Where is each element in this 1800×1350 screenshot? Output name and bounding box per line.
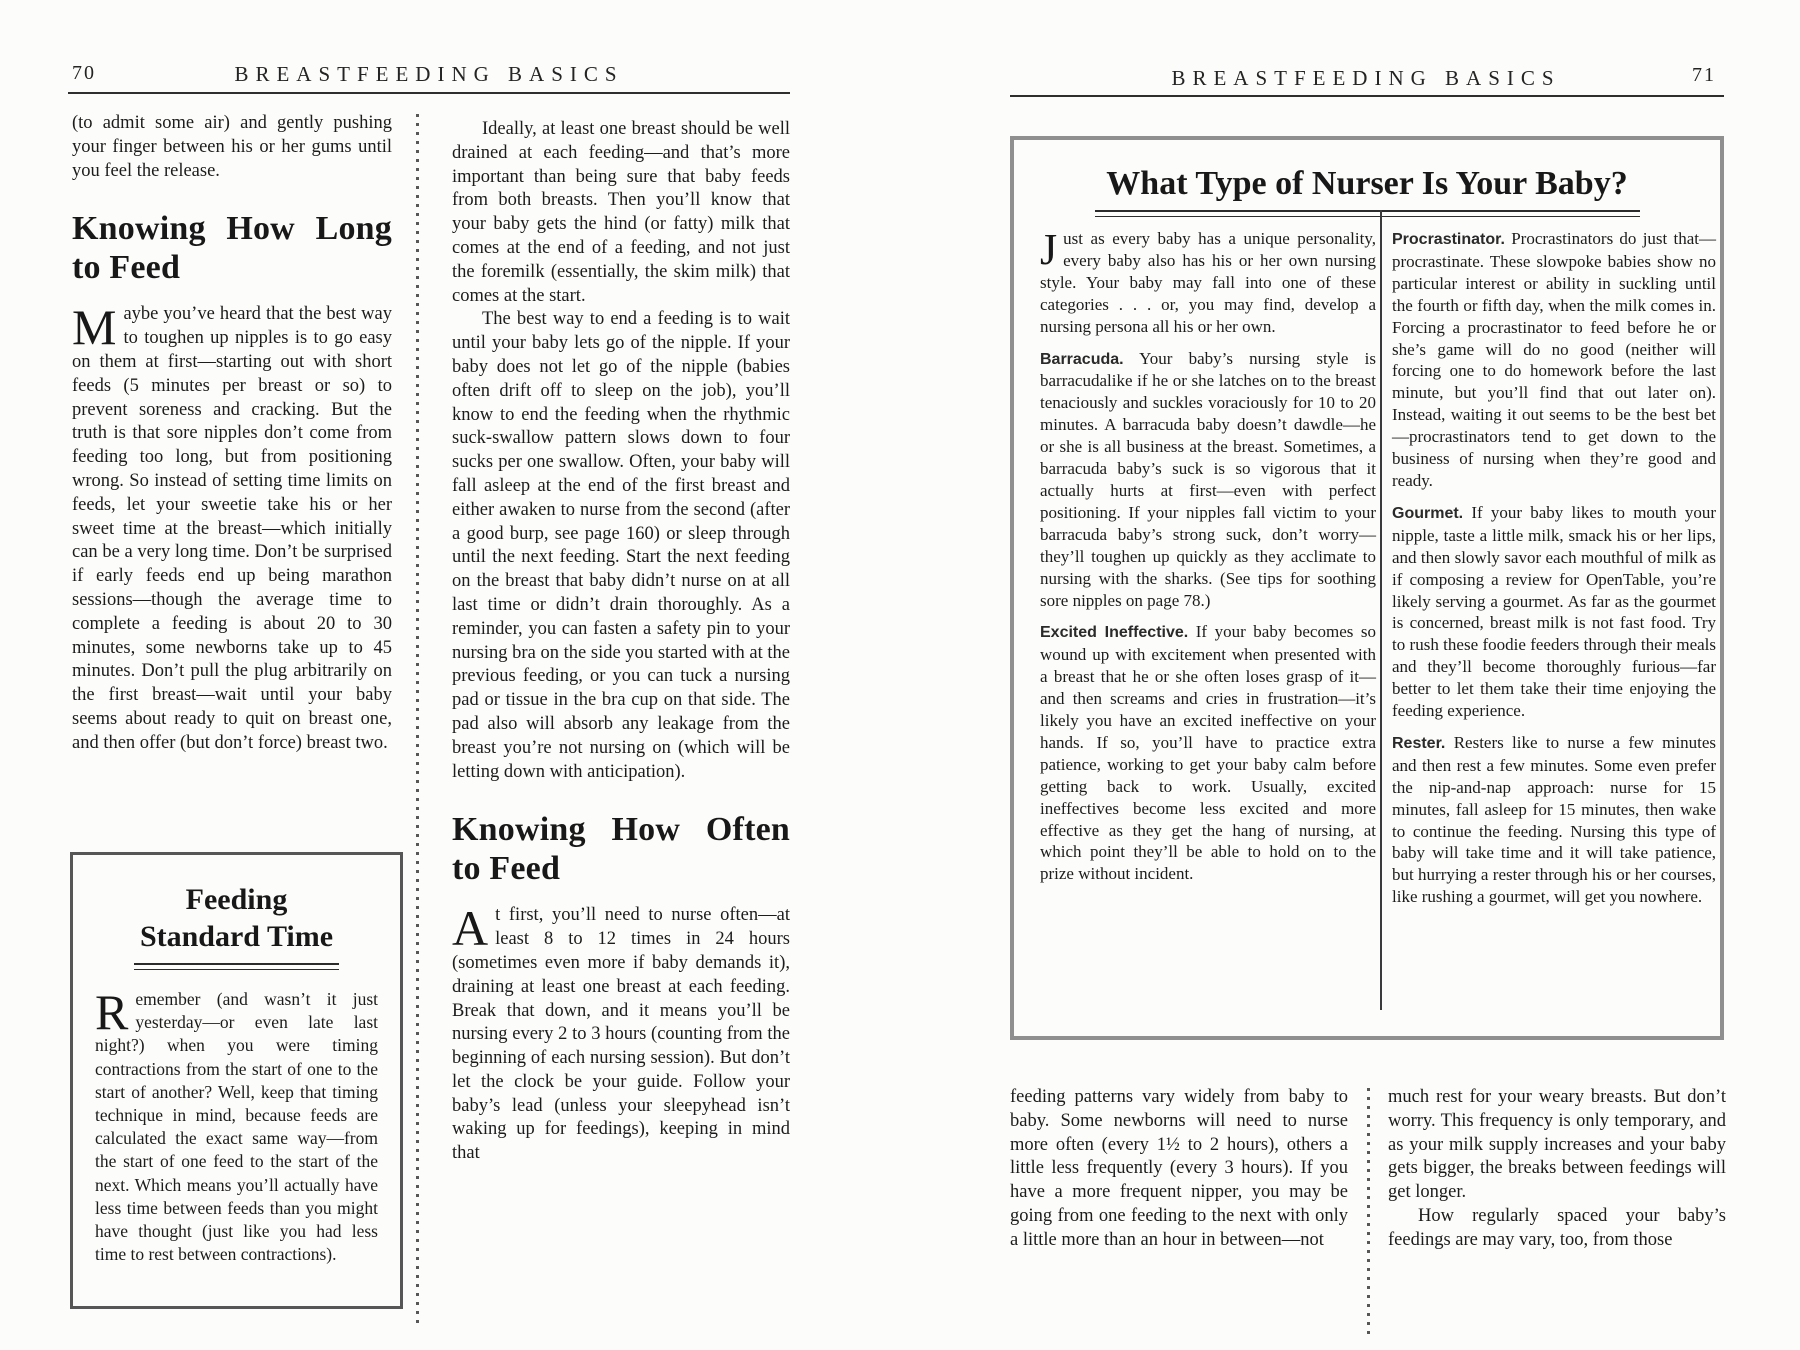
nurser-intro-paragraph xyxy=(1040,225,1376,338)
right-running-head: BREASTFEEDING BASICS xyxy=(1171,66,1561,90)
right-header-rule xyxy=(1010,95,1724,97)
how-long-paragraph xyxy=(72,299,392,755)
how-often-paragraph xyxy=(452,900,790,1166)
dropcap-j: J xyxy=(1040,225,1058,274)
weary-breasts-paragraph: much rest for your weary breasts. But don’t worry. This frequency is only temporary, and as your milk supply increases and your baby gets bigger, the breaks between feedings will get longer. xyxy=(1388,1087,1726,1203)
nurser-entry-text: Procrastinators do just that—procrastinate. These slowpoke babies show no particular interest or ability in suckling until the fourth or fifth day, when the milk comes in. Forcing a procrastinator to feed before he or she’s game will do no good (neither will forcing one to do homework before the last minute, but you’ll find that out later on). Instead, waiting it out seems to be the best bet—procrastinators tend to get down to the business of nursing when they’re good and ready. xyxy=(1392,229,1717,490)
sidebar-title-line1: Feeding xyxy=(185,883,288,916)
right-below-column-1 xyxy=(1010,1086,1348,1253)
how-often-text: t first, you’ll need to nurse often—at least 8 to 12 times in 24 hours (sometimes even more if baby demands it), draining at least one breast at each feeding. Break that down, and it means you’ll be nursing every 2 to 3 hours (counting from the beginning of each nursing session). But don’t let the clock be your guide. Follow your baby’s lead (unless your sleepyhead isn’t waking up for feedings), keeping in mind that xyxy=(452,905,790,1164)
nurser-entry-text: Resters like to nurse a few minutes and then rest a few minutes. Some even prefer the nip-and-nap approach: nurse for 15 minutes, fall asleep for 15 minutes, then wake to continue the feeding. Nursing this type of baby will take time and it will take patience, but hurrying a rester through his or her courses, like rushing a gourmet, will get you nowhere. xyxy=(1392,732,1716,907)
nurser-entry-text: If your baby likes to mouth your nipple, taste a little milk, smack his or her lips, and then slowly savor each mouthful of milk as if composing a review for OpenTable, you’re likely serving a gourmet. As far as the gourmet is concerned, breast milk is not fast food. Try to rush these foodie feeders through their meals and they’ll become thoroughly furious—far better to let them take their time enjoying the feeding experience. xyxy=(1392,502,1717,721)
right-page-number: 71 xyxy=(1692,64,1716,86)
heading-knowing-how-long: Knowing How Long to Feed xyxy=(72,210,392,287)
how-long-text: aybe you’ve heard that the best way to toughen up nipples is to go easy on them at first—starting out with short feeds (5 minutes per breast or so) to prevent soreness and cracking. But the truth is that sore nipples don’t come from feeding too long, but from positioning wrong. So instead of setting time limits on feeds, let your sweetie take his or her sweet time at the breast—which initially can be a very long time. Don’t be surprised if early feeds end up being marathon sessions—though the average time to complete a feeding is about 20 to 30 minutes, some newborns take up to 45 minutes. Don’t pull the plug arbitrarily on the first breast—wait until your baby seems about ready to quit on breast one, and then offer (but don’t force) breast two. xyxy=(72,304,392,753)
sidebar-paragraph xyxy=(95,984,378,1266)
nurser-entry-label: Rester. xyxy=(1392,734,1446,752)
nurser-entry-label: Procrastinator. xyxy=(1392,231,1505,248)
heading-knowing-how-often: Knowing How Often to Feed xyxy=(452,811,790,888)
nurser-type-box xyxy=(1010,136,1724,1040)
nurser-entry-gourmet xyxy=(1392,502,1716,722)
nurser-entry-label: Gourmet. xyxy=(1392,504,1464,522)
nurser-box-title-double-rule xyxy=(1095,210,1640,217)
left-header-rule xyxy=(68,92,790,94)
nurser-entry-text: Your baby’s nursing style is barracudalike if he or she latches on to the breast tenaciously and suckles voraciously for 10 to 20 minutes. A barracuda baby doesn’t dawdle—he or she is all business at the breast. Sometimes, a barracuda baby’s suck is so vigorous that it actually hurts at first—even with perfect positioning. If your nipples fall victim to your barracuda baby’s strong suck, don’t worry—they’ll toughen up quickly as they acclimate to nursing with the sharks. (See tips for soothing sore nipples on page 78.) xyxy=(1040,348,1376,610)
left-column-2 xyxy=(452,118,790,1166)
right-page-column-divider xyxy=(1367,1088,1370,1334)
nurser-entry-text: If your baby becomes so wound up with excitement when presented with a breast that he or she often loses grasp of it—and then screams and cries in frustration—it’s likely you have an excited ineffective on your hands. If so, you’ll have to practice extra patience, working to get your baby calm before getting back to work. Usually, excited ineffectives become less excited and more effective as they get the hang of nursing, at which point they’ll be able to hold on to the prize without incident. xyxy=(1040,622,1376,884)
nurser-entry-barracuda xyxy=(1040,348,1376,612)
sidebar-title-double-rule xyxy=(134,963,339,970)
dropcap-r: R xyxy=(95,984,129,1040)
nurser-entry-label: Barracuda. xyxy=(1040,350,1124,368)
sidebar-text: emember (and wasn’t it just yesterday—or even late last night?) when you were timing contractions from the start of one to the start of another? Well, keep that timing technique in mind, because feeds are calculated the exact same way—from the start of one feed to the start of the next. Which means you’ll actually have less time between feeds than you might have thought (just like you had less time to rest between contractions). xyxy=(95,989,378,1265)
sidebar-title-line2: Standard Time xyxy=(139,920,334,953)
regularly-spaced-paragraph: How regularly spaced your baby’s feedings are may vary, too, from those xyxy=(1388,1205,1726,1250)
left-page-number: 70 xyxy=(72,62,96,84)
right-below-column-2 xyxy=(1388,1086,1726,1253)
left-column-1 xyxy=(72,112,392,756)
feeding-patterns-paragraph: feeding patterns vary widely from baby to baby. Some newborns will need to nurse more often (every 1½ to 2 hours), others a little less frequently (every 3 hours). If you have a more frequent nipper, you may be going from one feeding to the next with only a little more than an hour in between—not xyxy=(1010,1087,1348,1250)
nurser-entry-excited-ineffective xyxy=(1040,621,1376,885)
ideally-paragraph: Ideally, at least one breast should be well drained at each feeding—and that’s more important than being sure that baby feeds from both breasts. Then you’ll know that your baby gets the hind (or fatty) milk that comes at the end of a feeding, and not just the foremilk (essentially, the skim milk) that comes at the start. xyxy=(452,119,790,306)
nurser-box-title: What Type of Nurser Is Your Baby? xyxy=(1106,165,1628,202)
dropcap-m: M xyxy=(72,299,117,356)
nurser-box-column-left xyxy=(1040,225,1376,895)
left-running-head: BREASTFEEDING BASICS xyxy=(234,62,624,86)
nurser-entry-rester xyxy=(1392,732,1716,908)
nurser-entry-procrastinator xyxy=(1392,228,1716,492)
nurser-box-column-divider xyxy=(1380,210,1382,1010)
nurser-intro-text: ust as every baby has a unique personality, every baby also has his or her own nursing style. Your baby may fall into one of these categories . . . or, you may find, develop a nursing persona all his or her own. xyxy=(1040,229,1376,336)
best-way-paragraph: The best way to end a feeding is to wait until your baby lets go of the nipple. If your baby does not let go of the nipple (babies often drift off to sleep on the job), you’ll know to end the feeding when the rhythmic suck-swallow pattern slows down to four sucks per one swallow. Often, your baby will fall asleep at the end of the first breast and either awaken to nurse from the second (after a good burp, see page 160) or sleep through until the next feeding. Start the next feeding on the breast that baby didn’t nurse on at all last time or didn’t drain thoroughly. As a reminder, you can fasten a safety pin to your nursing bra on the side you started with at the previous feeding, or you can tuck a nursing pad or tissue in the bra cup on that side. The pad also will absorb any leakage from the breast you’re not nursing on (which will be letting down with anticipation). xyxy=(452,309,790,782)
continuation-paragraph: (to admit some air) and gently pushing your finger between his or her gums until you feel the release. xyxy=(72,113,392,181)
nurser-box-column-right xyxy=(1392,228,1716,918)
left-page-column-divider xyxy=(416,114,419,1326)
nurser-entry-label: Excited Ineffective. xyxy=(1040,624,1189,642)
feeding-standard-time-box xyxy=(70,852,403,1309)
dropcap-a: A xyxy=(452,900,489,957)
